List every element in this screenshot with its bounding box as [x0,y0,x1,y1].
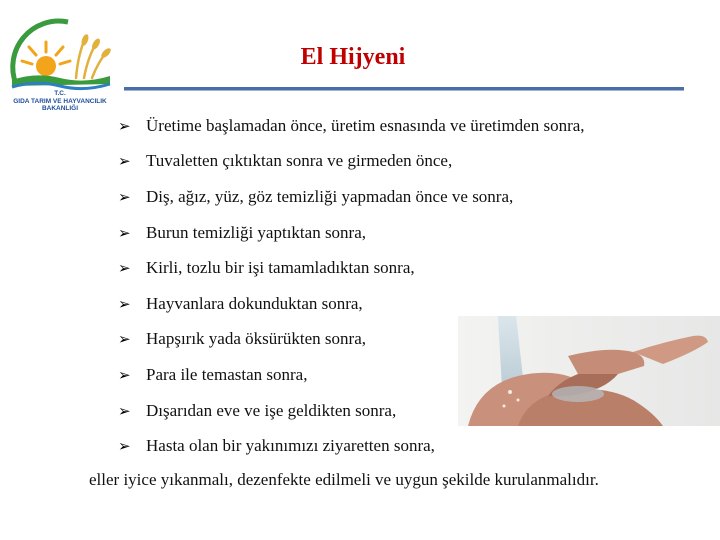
list-item [118,250,585,286]
list-item-text: Diş, ağız, yüz, göz temizliği yapmadan önce ve sonra, [146,186,514,206]
arrow-bullet-icon: ➢ [118,223,131,242]
logo-line-ministry: GIDA TARIM VE HAYVANCILIK [13,97,107,105]
list-item-text: Hayvanlara dokunduktan sonra, [146,293,363,313]
list-item-text: Hapşırık yada öksürükten sonra, [146,329,367,349]
page-title: El Hijyeni [300,44,406,70]
list-item-text: Dışarıdan eve ve işe geldikten sonra, [146,400,397,420]
hand-washing-image [458,316,720,426]
arrow-bullet-icon: ➢ [118,116,131,135]
arrow-bullet-icon: ➢ [118,187,131,206]
list-item [118,179,585,215]
closing-sentence: eller iyice yıkanmalı, dezenfekte edilmeli ve uygun şekilde kurulanmalıdır. [89,470,599,489]
list-item-text: Para ile temastan sonra, [146,364,308,384]
ministry-logo [6,14,114,114]
list-item-text: Kirli, tozlu bir işi tamamladıktan sonra, [146,258,415,278]
logo-line-tc: T.C. [54,90,66,97]
logo-line-bakanlik: BAKANLIĞI [41,105,79,112]
arrow-bullet-icon: ➢ [118,365,131,384]
list-item-text: Üretime başlamadan önce, üretim esnasında ve üretimden sonra, [146,115,585,135]
arrow-bullet-icon: ➢ [118,330,131,349]
arrow-bullet-icon: ➢ [118,401,131,420]
list-item [118,108,585,144]
list-item [118,144,585,180]
list-item-text: Hasta olan bir yakınımızı ziyaretten sonra, [146,436,435,456]
arrow-bullet-icon: ➢ [118,294,131,313]
logo-text [6,90,114,113]
hand-washing-photo [458,316,720,426]
list-item [118,215,585,251]
list-item-text: Tuvaletten çıktıktan sonra ve girmeden önce, [146,151,453,171]
list-item [118,428,585,464]
arrow-bullet-icon: ➢ [118,152,131,171]
title-underline [124,87,684,91]
sun-wheat-icon [6,14,114,94]
list-item-text: Burun temizliği yaptıktan sonra, [146,222,367,242]
arrow-bullet-icon: ➢ [118,437,131,456]
arrow-bullet-icon: ➢ [118,259,131,278]
